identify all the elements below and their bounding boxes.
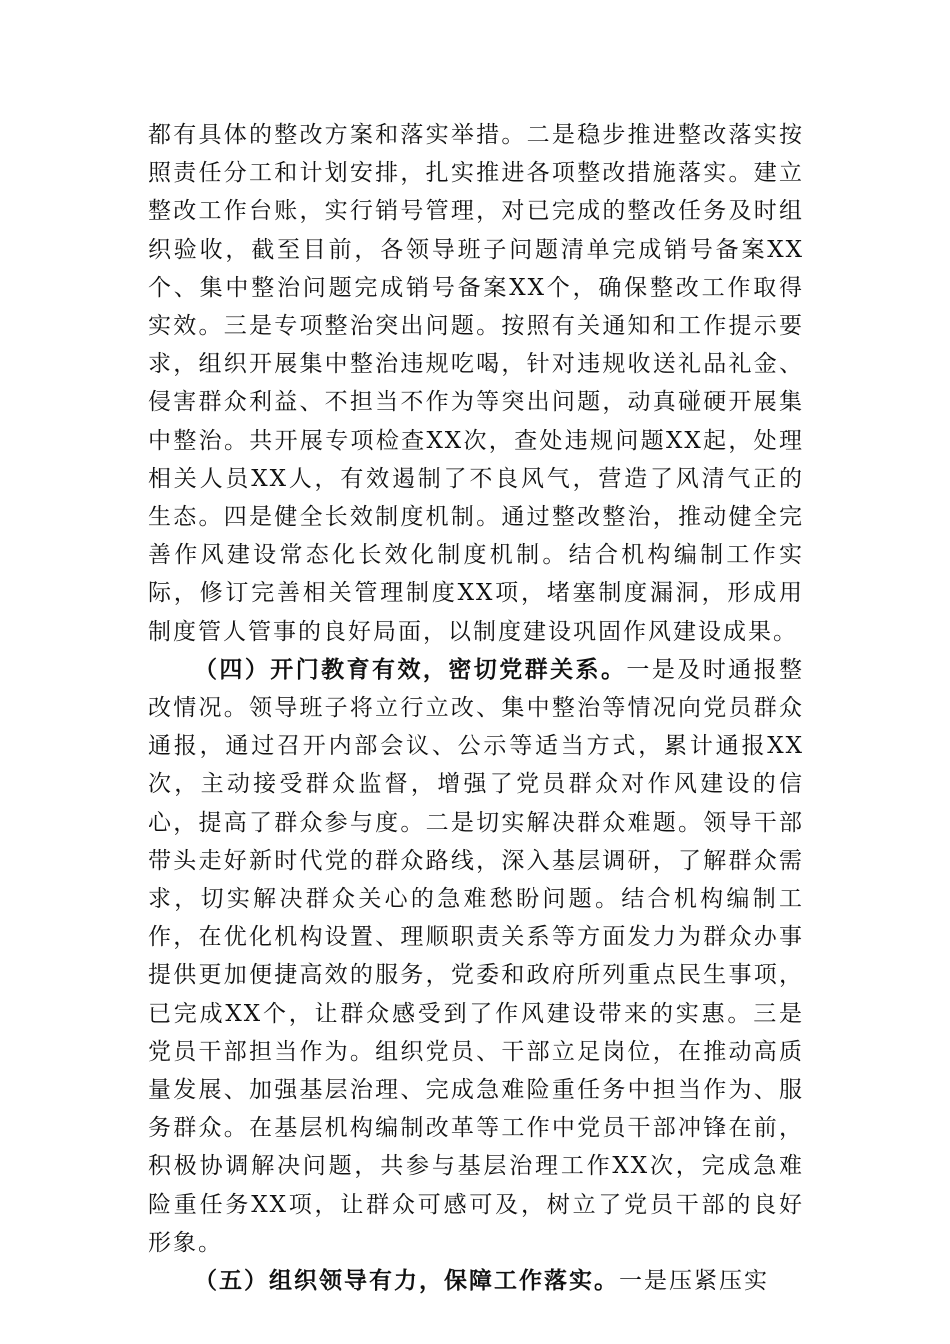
document-page <box>148 116 804 1300</box>
paragraph-text: 一是及时通报整改情况。领导班子将立行立改、集中整治等情况向党员群众通报，通过召开内部会议、公示等适当方式，累计通报XX次，主动接受群众监督，增强了党员群众对作风建设的信心，提高了群众参与度。二是切实解决群众难题。领导干部带头走好新时代党的群众路线，深入基层调研，了解群众需求，切实解决群众关心的急难愁盼问题。结合机构编制工作，在优化机构设置、理顺职责关系等方面发力为群众办事提供更加便捷高效的服务，党委和政府所列重点民生事项，已完成XX个，让群众感受到了作风建设带来的实惠。三是党员干部担当作为。组织党员、干部立足岗位，在推动高质量发展、加强基层治理、完成急难险重任务中担当作为、服务群众。在基层机构编制改革等工作中党员干部冲锋在前，积极协调解决问题，共参与基层治理工作XX次，完成急难险重任务XX项，让群众可感可及，树立了党员干部的良好形象。 <box>148 656 805 1256</box>
paragraph-text: 一是压紧压实 <box>619 1268 769 1295</box>
paragraph-section-4 <box>148 651 804 1262</box>
paragraph-text: 都有具体的整改方案和落实举措。二是稳步推进整改落实按照责任分工和计划安排，扎实推进各项整改措施落实。建立整改工作台账，实行销号管理，对已完成的整改任务及时组织验收，截至目前，各领导班子问题清单完成销号备案XX个、集中整治问题完成销号备案XX个，确保整改工作取得实效。三是专项整治突出问题。按照有关通知和工作提示要求，组织开展集中整治违规吃喝，针对违规收送礼品礼金、侵害群众利益、不担当不作为等突出问题，动真碰硬开展集中整治。共开展专项检查XX次，查处违规问题XX起，处理相关人员XX人，有效遏制了不良风气，营造了风清气正的生态。四是健全长效制度机制。通过整改整治，推动健全完善作风建设常态化长效化制度机制。结合机构编制工作实际，修订完善相关管理制度XX项，堵塞制度漏洞，形成用制度管人管事的良好局面，以制度建设巩固作风建设成果。 <box>148 122 804 645</box>
paragraph-continued <box>148 116 804 651</box>
section-heading: （五）组织领导有力，保障工作落实。 <box>194 1267 619 1295</box>
section-heading: （四）开门教育有效，密切党群关系。 <box>194 655 627 683</box>
paragraph-section-5 <box>148 1262 804 1300</box>
